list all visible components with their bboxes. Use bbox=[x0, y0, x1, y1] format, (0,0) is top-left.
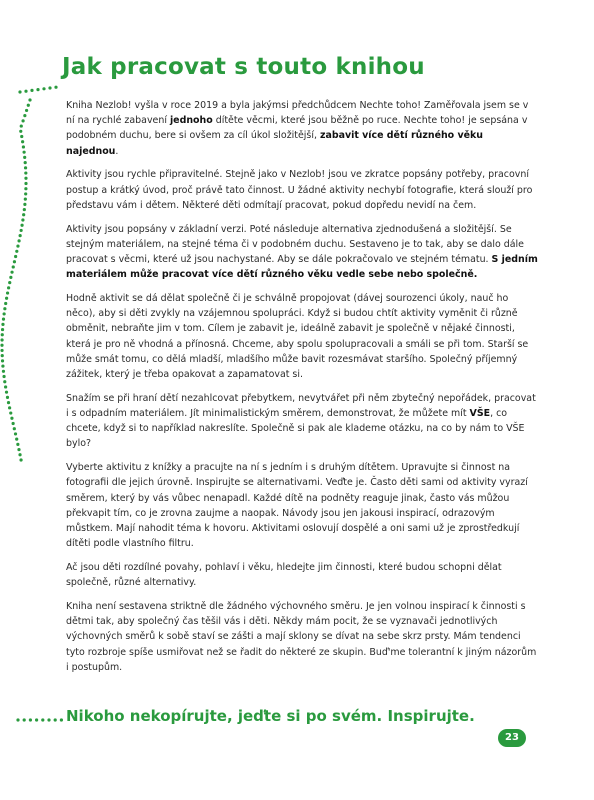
paragraph bbox=[66, 599, 538, 675]
decorative-dot bbox=[47, 718, 50, 721]
paragraph bbox=[66, 560, 538, 590]
decorative-dot bbox=[12, 422, 15, 425]
decorative-dot bbox=[1, 323, 4, 326]
decorative-dot bbox=[54, 718, 57, 721]
decorative-dot bbox=[35, 718, 38, 721]
decorative-dot bbox=[30, 89, 33, 92]
decorative-dot bbox=[29, 718, 32, 721]
decorative-dot bbox=[0, 349, 3, 352]
text-span: Aktivity jsou rychle připravitelné. Stejně jako v Nezlob! jsou ve zkratce popsány potřeby, pracovní postup a krátký úvod, proč právě tato činnost. U žádné aktivity nechybí fotografie, která slouží pro představu vám i dětem. Některé děti odmítají pracovat, pokud dopředu nevidí na čem. bbox=[66, 169, 533, 211]
paragraph bbox=[66, 98, 538, 159]
paragraph bbox=[66, 460, 538, 551]
decorative-dot bbox=[20, 224, 23, 227]
decorative-dot bbox=[1, 359, 4, 362]
decorative-dot bbox=[16, 718, 19, 721]
decorative-dot bbox=[36, 88, 39, 91]
decorative-dot bbox=[48, 86, 51, 89]
body-text bbox=[66, 98, 538, 684]
decorative-dot bbox=[1, 328, 4, 331]
decorative-dot bbox=[42, 87, 45, 90]
decorative-dot bbox=[2, 375, 5, 378]
decorative-dot bbox=[27, 104, 30, 107]
decorative-dot bbox=[3, 307, 6, 310]
decorative-dot bbox=[23, 208, 26, 211]
page-number-badge: 23 bbox=[498, 729, 526, 747]
decorative-dot bbox=[6, 291, 9, 294]
decorative-dot bbox=[13, 260, 16, 263]
text-span: Vyberte aktivitu z knížky a pracujte na ní s jedním i s druhým dítětem. Upravujte si činnost na fotografii dle jejich úrovně. Inspirujte se alternativami. Veďte je. Často děti sami od aktivity vyrazí směrem, který by vás vůbec nenapadl. Každé dítě na podněty reaguje jinak, často vás můžou překvapit tím, co je zrovna zaujme a naopak. Návody jsou jen jakousi inspirací, odrazovým můstkem. Mají nahodit téma k hovoru. Aktivitami oslovují dospělé a oni sami už je zprostředkují dítěti podle vlastního filtru. bbox=[66, 462, 528, 550]
decorative-dot bbox=[15, 250, 18, 253]
decorative-dot bbox=[23, 718, 26, 721]
decorative-dot bbox=[5, 297, 8, 300]
decorative-dot bbox=[23, 151, 26, 154]
text-span: Hodně aktivit se dá dělat společně či je schválně propojovat (dávej sourozenci úkoly, nauč ho něco), aby si děti zvykly na vzájemnou spolupráci. Když si budou chtít aktivity vyměnit či různě obměnit, nebraňte jim v tom. Cílem je zabavit je, ideálně zabavit je společně v nějaké činnosti, která je pro ně vhodná a přínosná. Chceme, aby spolu spolupracovali a smáli se při tom. Starší se může smát tomu, co dělá mladší, mladšího může bavit rozesmávat staršího. Společný příjemný zážitek, který je třeba opakovat a zapamatovat si. bbox=[66, 293, 529, 381]
decorative-dot bbox=[60, 718, 63, 721]
decorative-dot bbox=[14, 432, 17, 435]
decorative-dot bbox=[24, 171, 27, 174]
decorative-dot bbox=[10, 417, 13, 420]
decorative-dot bbox=[24, 161, 27, 164]
decorative-dot bbox=[8, 281, 11, 284]
text-span: Aktivity jsou popsány v základní verzi. Poté následuje alternativa zjednodušená a složitější. Se stejným materiálem, na stejné téma či v podobném duchu. Sestaveno je to tak, aby se dalo dále pracovat s věcmi, které už jsou nachystané. Aby se dále pokračovalo ve stejném tématu. bbox=[66, 223, 524, 266]
decorative-dot bbox=[13, 427, 16, 430]
decorative-dot bbox=[2, 370, 5, 373]
paragraph bbox=[66, 167, 538, 213]
decorative-dot bbox=[24, 166, 27, 169]
decorative-dot bbox=[6, 396, 9, 399]
bold-text: S jedním materiálem může pracovat více dětí různého věku vedle sebe nebo společně. bbox=[66, 254, 538, 281]
decorative-dot bbox=[22, 213, 25, 216]
decorative-dot bbox=[3, 380, 6, 383]
decorative-dot bbox=[24, 177, 27, 180]
decorative-dot bbox=[54, 86, 57, 89]
page-title: Jak pracovat s touto knihou bbox=[62, 54, 425, 80]
decorative-dot bbox=[1, 354, 4, 357]
decorative-dot bbox=[7, 286, 10, 289]
text-span: Ač jsou děti rozdílné povahy, pohlaví i věku, hledejte jim činnosti, které budou schopni dělat společně, různé alternativy. bbox=[66, 562, 502, 589]
decorative-dot bbox=[9, 276, 12, 279]
decorative-dot bbox=[8, 406, 11, 409]
decorative-dot bbox=[19, 458, 22, 461]
decorative-dot bbox=[23, 156, 26, 159]
decorative-dot bbox=[9, 411, 12, 414]
decorative-dot bbox=[14, 255, 17, 258]
decorative-dot bbox=[21, 218, 24, 221]
decorative-dot bbox=[4, 385, 7, 388]
paragraph bbox=[66, 291, 538, 382]
decorative-dot bbox=[24, 182, 27, 185]
decorative-dot bbox=[25, 109, 28, 112]
decorative-dot bbox=[10, 271, 13, 274]
decorative-dot bbox=[16, 443, 19, 446]
decorative-dot bbox=[20, 229, 23, 232]
bold-text: zabavit více dětí různého věku najednou bbox=[66, 130, 483, 157]
decorative-dot bbox=[20, 135, 23, 138]
decorative-dot bbox=[24, 198, 27, 201]
decorative-dot bbox=[17, 448, 20, 451]
decorative-dot bbox=[19, 234, 22, 237]
decorative-dot bbox=[1, 364, 4, 367]
text-span: Kniha není sestavena striktně dle žádného výchovného směru. Je jen volnou inspirací k činnosti s dětmi tak, aby společný čas těšil vás i děti. Někdy mám pocit, že se vyznavači jednotlivých výchovných směrů k sobě staví se zášti a mají sklony se dívat na sebe skrz prsty. Mám tendenci tyto rozbroje spíše usmiřovat než se řadit do některé ze skupin. Buď'me tolerantní k jiným názorům i postupům. bbox=[66, 601, 537, 673]
text-span: . bbox=[115, 145, 119, 157]
decorative-dot bbox=[16, 244, 19, 247]
decorative-dot bbox=[18, 90, 21, 93]
decorative-dot bbox=[23, 114, 26, 117]
decorative-dot bbox=[0, 344, 3, 347]
decorative-dot bbox=[24, 192, 27, 195]
decorative-dot bbox=[21, 119, 24, 122]
decorative-dot bbox=[12, 265, 15, 268]
decorative-dot bbox=[23, 203, 26, 206]
decorative-dot bbox=[7, 401, 10, 404]
decorative-dot bbox=[41, 718, 44, 721]
decorative-dot bbox=[3, 312, 6, 315]
bold-text: jednoho bbox=[169, 115, 213, 127]
footer-motto: Nikoho nekopírujte, jeďte si po svém. Inspirujte. bbox=[66, 707, 475, 725]
decorative-dot bbox=[20, 124, 23, 127]
text-span: , co chcete, když si to například nakreslíte. Společně si pak ale klademe otázku, na co by nám to VŠE bylo? bbox=[66, 408, 525, 450]
paragraph bbox=[66, 391, 538, 452]
text-span: Kniha Nezlob! vyšla v roce 2019 a byla jakýmsi předchůdcem Nechte toho! Zaměřovala jsem se v ní na rychlé zabavení bbox=[66, 100, 529, 127]
decorative-dot bbox=[18, 453, 21, 456]
decorative-dot bbox=[0, 338, 3, 341]
decorative-dot bbox=[5, 391, 8, 394]
bold-text: VŠE bbox=[469, 408, 491, 420]
text-span: Snažím se při hraní dětí nezahlcovat přebytkem, nevytvářet při něm zbytečný nepořádek, pracovat i s odpadním materiálem. Jít minimalistickým směrem, demonstrovat, že můžete mít bbox=[66, 392, 536, 420]
decorative-dot bbox=[28, 98, 31, 101]
decorative-dot bbox=[19, 130, 22, 133]
decorative-dot bbox=[24, 187, 27, 190]
decorative-dot bbox=[15, 438, 18, 441]
decorative-dot bbox=[24, 90, 27, 93]
decorative-dot bbox=[17, 239, 20, 242]
text-span: dítěte věcmi, které jsou běžně po ruce. Nechte toho! je sepsána v podobném duchu, bere si ovšem za cíl úkol složitější, bbox=[66, 115, 528, 142]
decorative-dot bbox=[1, 333, 4, 336]
decorative-dot bbox=[4, 302, 7, 305]
decorative-dot bbox=[21, 140, 24, 143]
paragraph bbox=[66, 222, 538, 283]
decorative-dot bbox=[22, 145, 25, 148]
decorative-dot bbox=[2, 318, 5, 321]
